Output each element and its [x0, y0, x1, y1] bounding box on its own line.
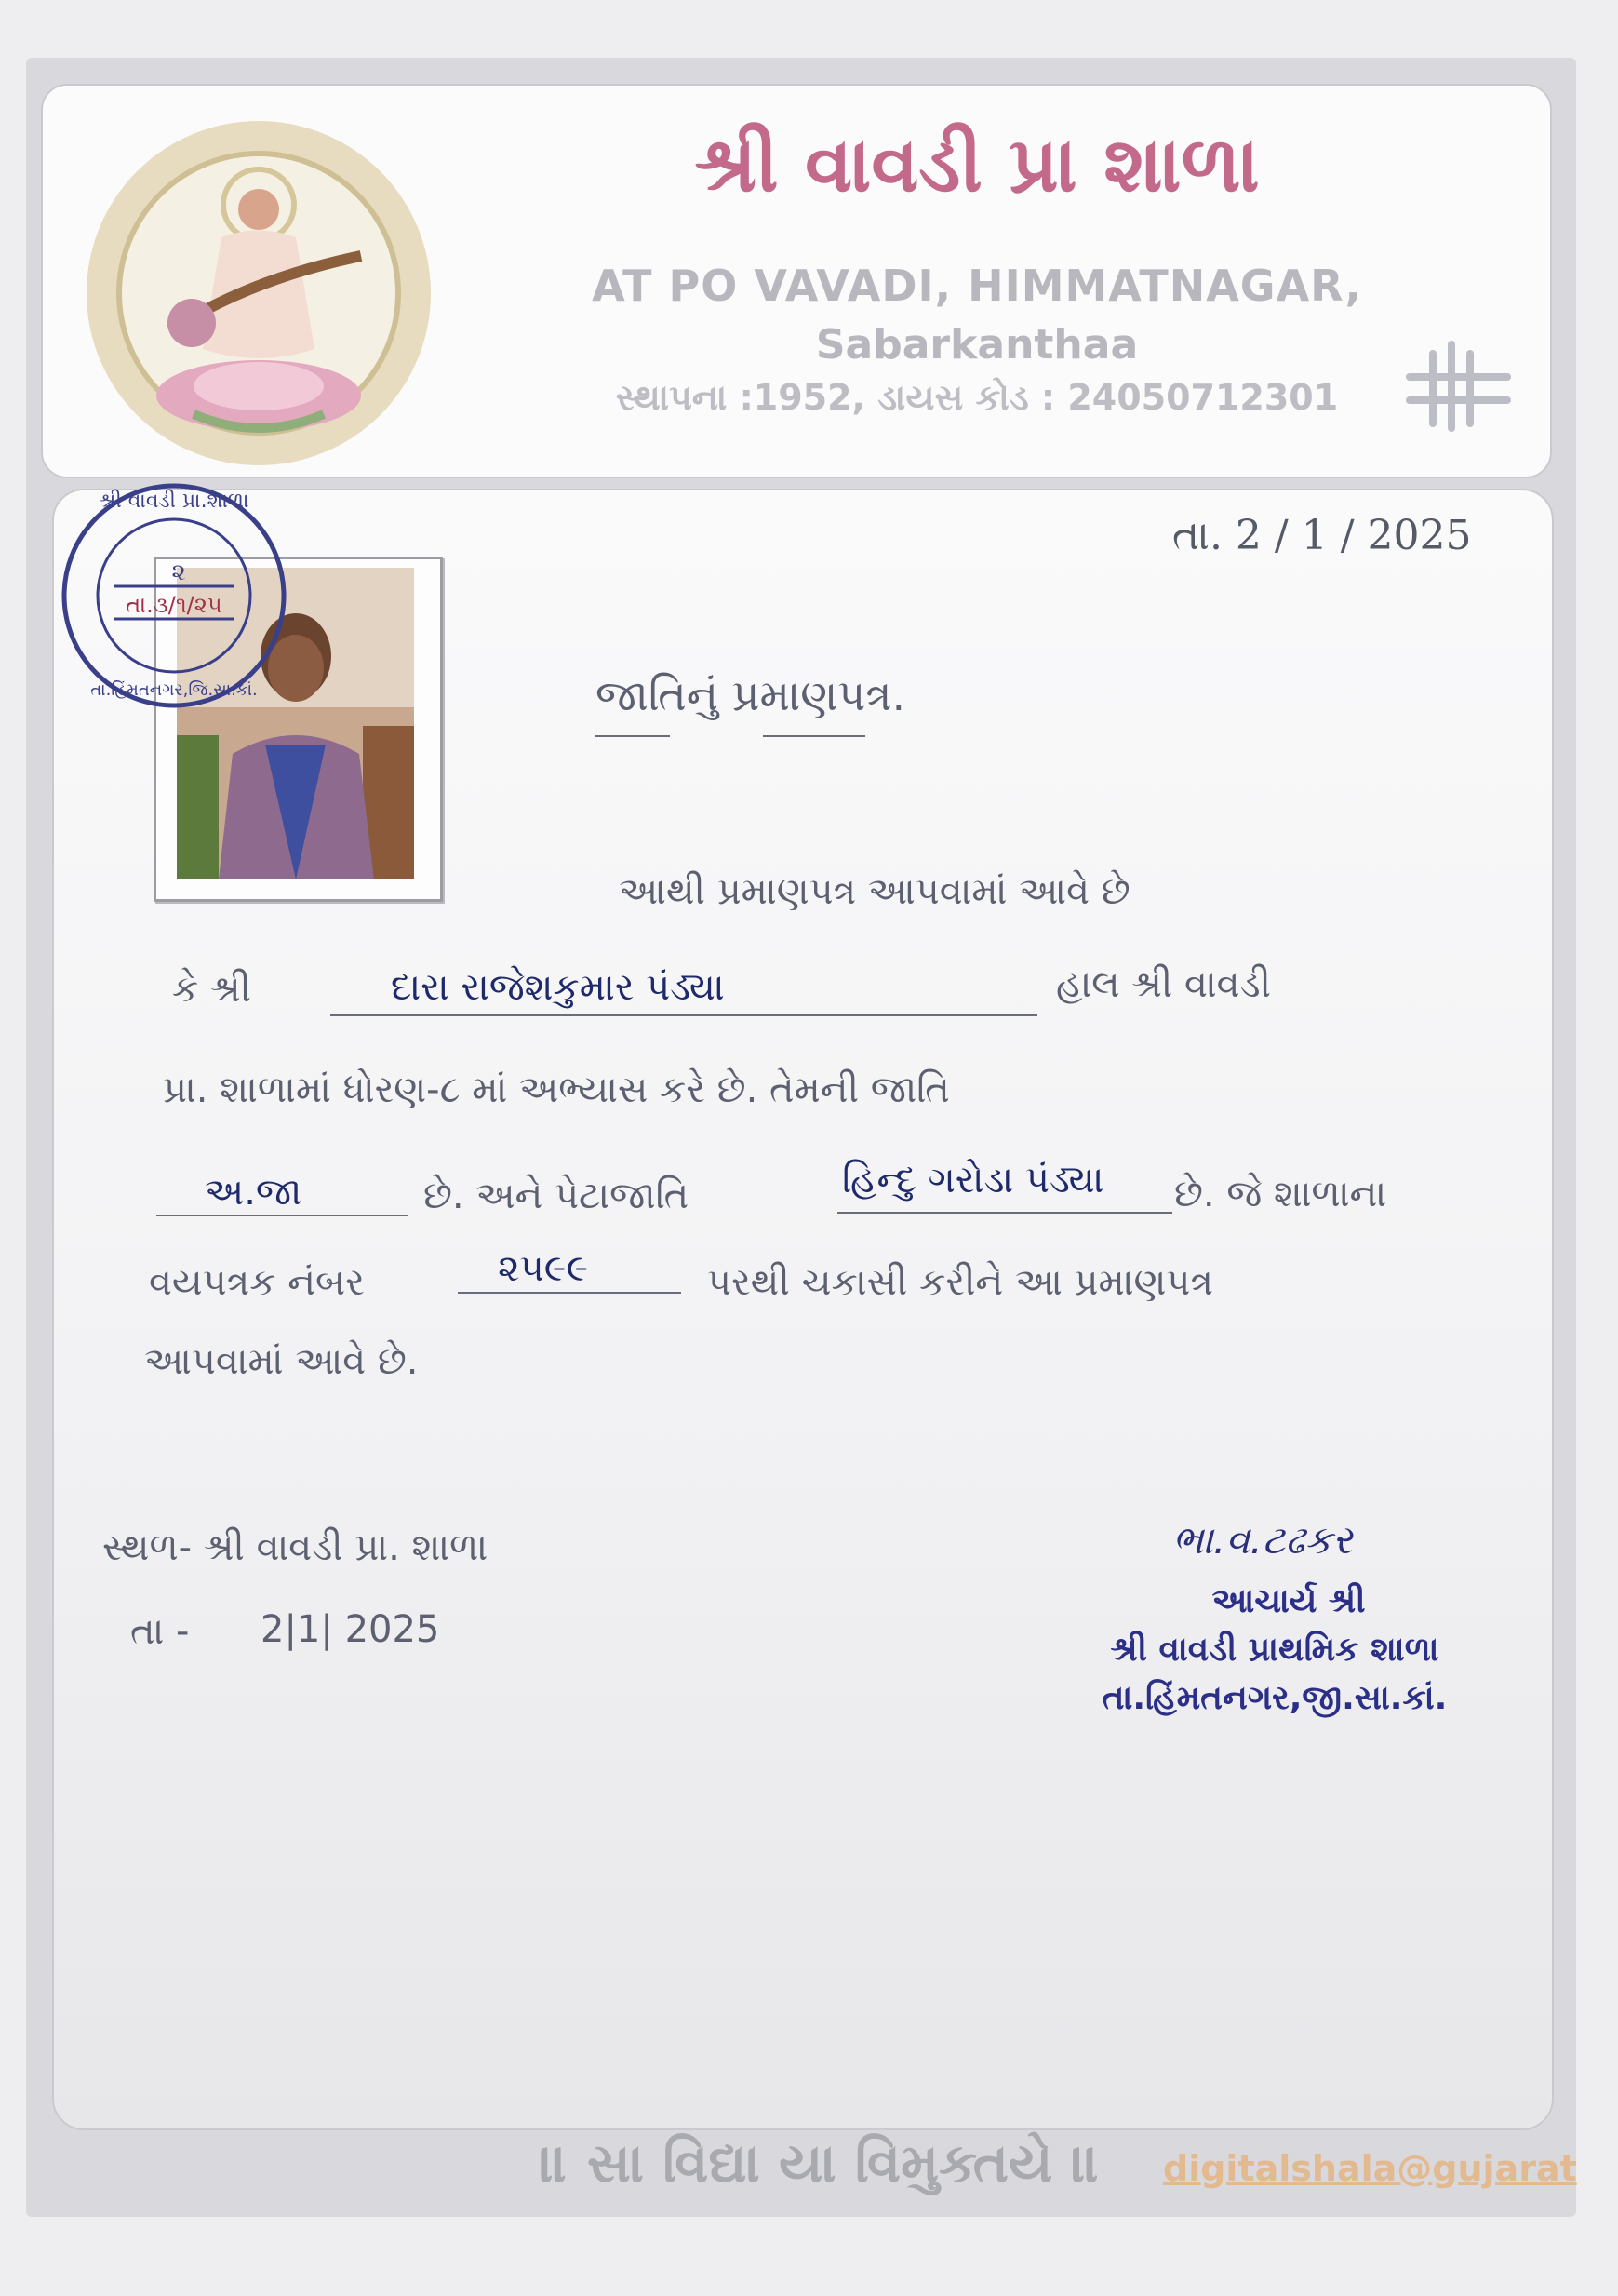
student-name: દારા રાજેશકુમાર પંડ્યા: [391, 966, 725, 1009]
saraswati-logo: [82, 116, 435, 470]
footer-link[interactable]: digitalshala@gujarat: [1163, 2148, 1577, 2189]
school-name: શ્રી વાવડી પ્રા શાળા: [694, 121, 1260, 209]
name-blank-line: [330, 1014, 1037, 1016]
register-number: ૨૫૯૯: [498, 1247, 589, 1290]
title-underline: [763, 735, 865, 737]
stamp-top-text: શ્રી વાવડી પ્રા.શાળા: [99, 490, 249, 513]
certificate-date: તા. 2 / 1 / 2025: [1172, 512, 1472, 559]
principal-signature: ભા.વ.ટઢકર: [1172, 1517, 1353, 1563]
date-value: 2|1| 2025: [261, 1608, 440, 1651]
school-district: Sabarkanthaa: [815, 321, 1139, 369]
established-dise-code: સ્થાપના :1952, ડાયસ કોડ : 24050712301: [615, 377, 1339, 418]
place-line: સ્થળ- શ્રી વાવડી પ્રા. શાળા: [102, 1526, 488, 1569]
line-2-prefix: કે શ્રી: [172, 968, 251, 1011]
digital-shala-icon: [1400, 335, 1517, 437]
stamp-number: ૨: [171, 558, 186, 586]
line-3: પ્રા. શાળામાં ધોરણ-૮ માં અભ્યાસ કરે છે. તેમની જાતિ: [163, 1068, 950, 1111]
line-2-suffix: હાલ શ્રી વાવડી: [1056, 963, 1271, 1006]
sub-caste: હિન્દુ ગરોડા પંડ્યા: [842, 1159, 1104, 1202]
school-round-stamp: [58, 479, 290, 712]
footer-motto: ॥ સા વિદ્યા યા વિમુક્તયે ॥: [540, 2131, 1101, 2195]
seal-taluka: તા.હિંમતનગર,જી.સા.કાં.: [1102, 1679, 1448, 1717]
line-5-suffix: પરથી ચકાસી કરીને આ પ્રમાણપત્ર: [707, 1261, 1213, 1304]
stamp-date: તા.૩/૧/૨૫: [126, 592, 222, 618]
seal-school-name: શ્રી વાવડી પ્રાથમિક શાળા: [1110, 1631, 1439, 1669]
line-5-prefix: વયપત્રક નંબર: [149, 1261, 365, 1304]
date-label: તા -: [130, 1610, 190, 1653]
certificate-title: જાતિનું પ્રમાણપત્ર.: [595, 670, 906, 720]
subcaste-blank-line: [837, 1212, 1172, 1214]
caste-category: અ.જા: [205, 1171, 302, 1214]
line-4-middle: છે. અને પેટાજાતિ: [423, 1175, 689, 1217]
register-blank-line: [458, 1292, 681, 1294]
title-underline: [595, 735, 670, 737]
category-blank-line: [156, 1215, 408, 1216]
line-1: આથી પ્રમાણપત્ર આપવામાં આવે છે: [619, 870, 1130, 913]
principal-title: આચાર્ય શ્રી: [1211, 1582, 1366, 1620]
school-address: AT PO VAVADI, HIMMATNAGAR,: [592, 261, 1362, 311]
line-4-suffix: છે. જે શાળાના: [1174, 1173, 1387, 1215]
stamp-bottom-text: તા.હિંમતનગર,જિ.સા.કાં.: [90, 680, 258, 700]
line-6: આપવામાં આવે છે.: [144, 1340, 419, 1383]
